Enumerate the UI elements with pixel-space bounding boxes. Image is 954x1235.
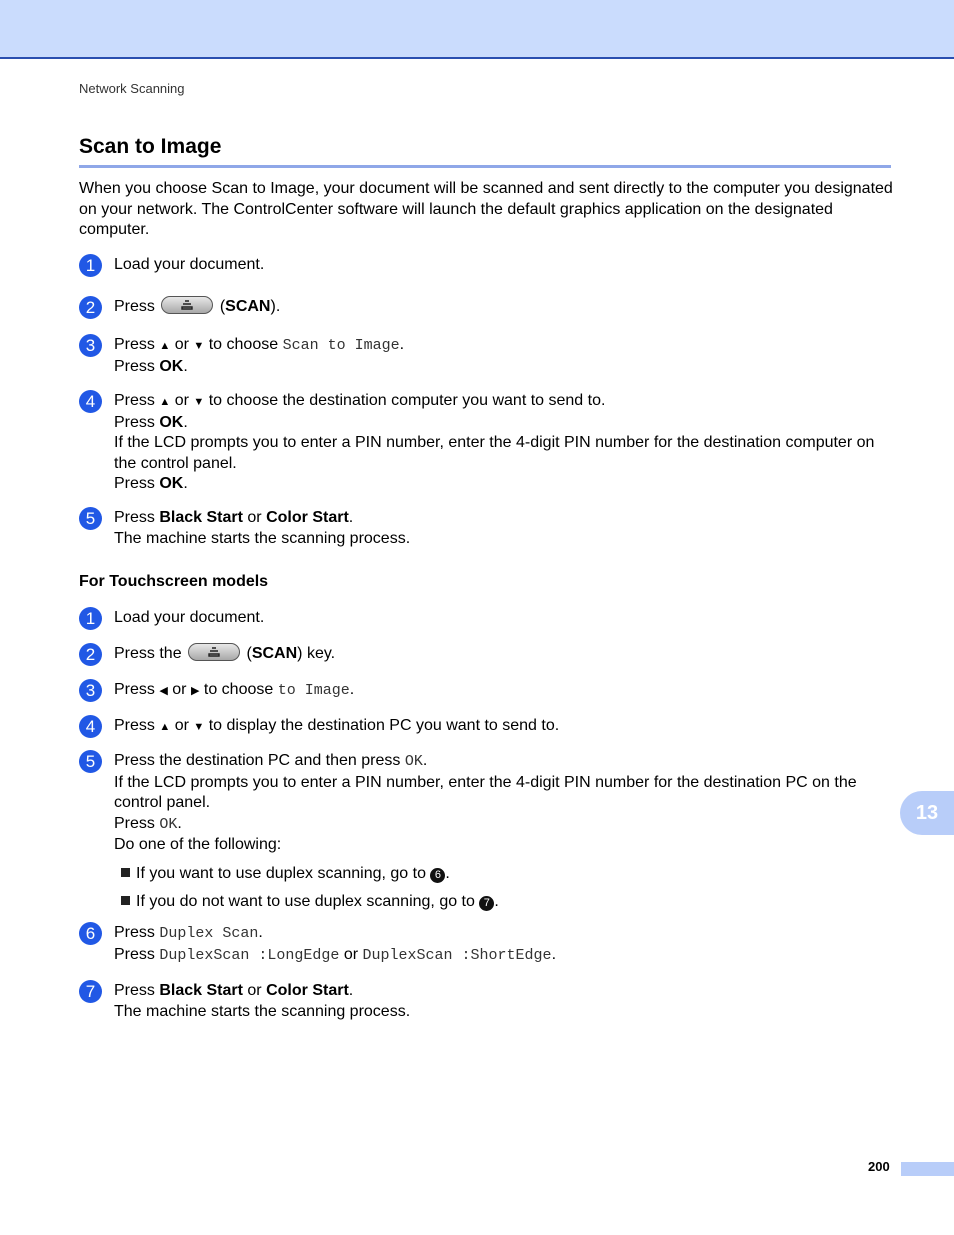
down-arrow-icon: ▼ <box>193 340 205 352</box>
step-number-badge: 6 <box>79 922 102 945</box>
intro-paragraph: When you choose Scan to Image, your document will be scanned and sent directly to the computer you designated on your network. The ControlCenter software will launch the default graphics application on the designated computer. <box>79 180 893 238</box>
up-arrow-icon: ▲ <box>159 340 171 352</box>
step-number-badge: 4 <box>79 390 102 413</box>
page-number-bar <box>901 1162 954 1176</box>
bullet-item: If you do not want to use duplex scanning, go to 7 . <box>114 892 894 913</box>
down-arrow-icon: ▼ <box>193 721 205 733</box>
chapter-tab: 13 <box>900 791 954 835</box>
down-arrow-icon: ▼ <box>193 396 205 408</box>
page-number: 200 <box>868 1159 890 1174</box>
scan-button-icon <box>188 643 240 661</box>
step-number-badge: 5 <box>79 750 102 773</box>
step-number-badge: 3 <box>79 334 102 357</box>
pin-note: If the LCD prompts you to enter a PIN number, enter the 4-digit PIN number for the destination PC on the control panel. <box>114 773 857 811</box>
bullet-item: If you want to use duplex scanning, go to 6 . <box>114 864 894 885</box>
up-arrow-icon: ▲ <box>159 396 171 408</box>
step-number-badge: 2 <box>79 296 102 319</box>
pin-note: If the LCD prompts you to enter a PIN number, enter the 4-digit PIN number for the destination computer on the control panel. <box>114 434 875 472</box>
scan-button-icon <box>161 296 213 314</box>
step-ref-badge: 7 <box>479 896 494 911</box>
bullet-square-icon <box>121 868 130 877</box>
touchscreen-subtitle: For Touchscreen models <box>79 573 269 590</box>
step-number-badge: 1 <box>79 607 102 630</box>
step-number-badge: 4 <box>79 715 102 738</box>
step-number-badge: 1 <box>79 254 102 277</box>
up-arrow-icon: ▲ <box>159 721 171 733</box>
bullet-square-icon <box>121 896 130 905</box>
right-arrow-icon: ▶ <box>190 685 200 697</box>
section-label: Network Scanning <box>79 81 185 96</box>
menu-option: to Image <box>277 682 350 699</box>
step-text: Load your document. <box>114 256 265 273</box>
step-number-badge: 3 <box>79 679 102 702</box>
step-number-badge: 5 <box>79 507 102 530</box>
menu-option: Scan to Image <box>282 337 400 354</box>
step-number-badge: 2 <box>79 643 102 666</box>
step-ref-badge: 6 <box>430 868 445 883</box>
top-header-band <box>0 0 954 59</box>
page-title: Scan to Image <box>79 135 222 158</box>
step-number-badge: 7 <box>79 980 102 1003</box>
left-arrow-icon: ◀ <box>159 685 168 697</box>
title-underline <box>79 165 891 168</box>
